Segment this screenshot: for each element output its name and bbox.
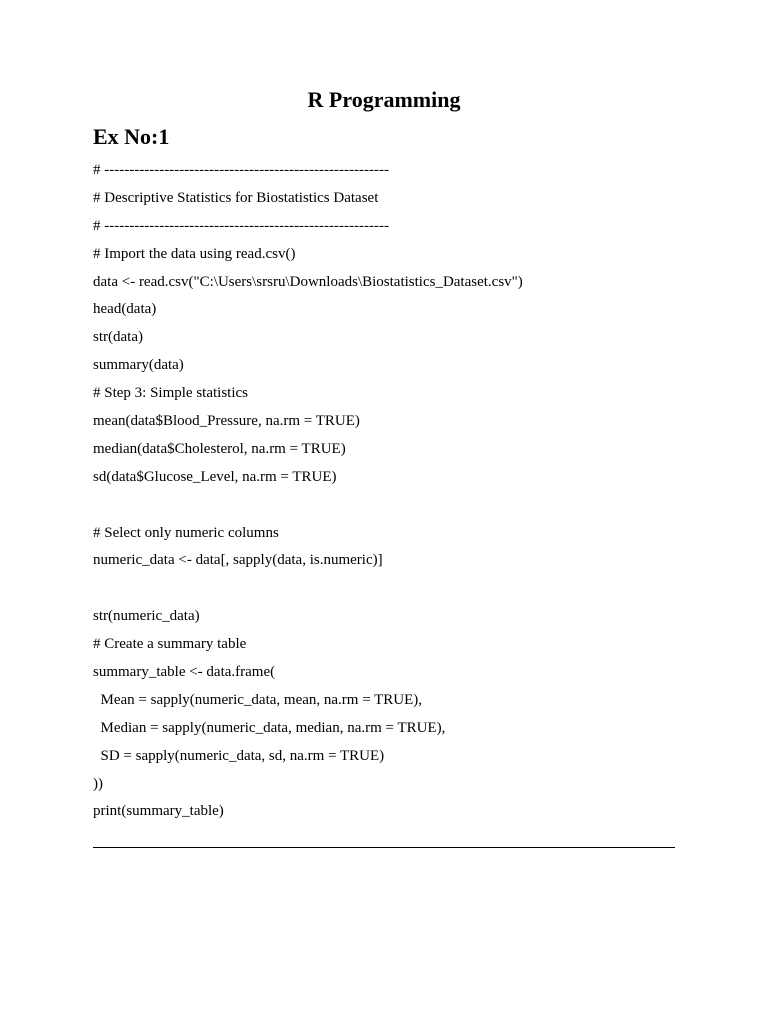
code-line: head(data) bbox=[93, 301, 157, 318]
code-line: )) bbox=[93, 775, 103, 792]
code-line: sd(data$Glucose_Level, na.rm = TRUE) bbox=[93, 468, 337, 485]
code-line: # Descriptive Statistics for Biostatistics Dataset bbox=[93, 189, 379, 206]
code-line: numeric_data <- data[, sapply(data, is.numeric)] bbox=[93, 552, 383, 569]
code-line: summary_table <- data.frame( bbox=[93, 664, 276, 681]
code-line: Mean = sapply(numeric_data, mean, na.rm = TRUE), bbox=[93, 691, 423, 708]
horizontal-rule bbox=[93, 847, 675, 848]
document-title: R Programming bbox=[307, 87, 461, 112]
code-line: # Import the data using read.csv() bbox=[93, 245, 296, 262]
code-line: print(summary_table) bbox=[93, 803, 224, 820]
code-line: # --------------------------------------------------------- bbox=[93, 217, 389, 234]
code-line: data <- read.csv("C:\Users\srsru\Downloads\Biostatistics_Dataset.csv") bbox=[93, 273, 523, 290]
code-block bbox=[93, 157, 693, 826]
code-line: SD = sapply(numeric_data, sd, na.rm = TRUE) bbox=[93, 747, 385, 764]
code-line bbox=[93, 575, 693, 603]
code-line: median(data$Cholesterol, na.rm = TRUE) bbox=[93, 440, 346, 457]
code-line: # Select only numeric columns bbox=[93, 524, 279, 541]
code-line: mean(data$Blood_Pressure, na.rm = TRUE) bbox=[93, 413, 360, 430]
code-line: Median = sapply(numeric_data, median, na.rm = TRUE), bbox=[93, 719, 446, 736]
code-line: summary(data) bbox=[93, 357, 184, 374]
code-line: # Create a summary table bbox=[93, 636, 247, 653]
code-line: # Step 3: Simple statistics bbox=[93, 385, 249, 402]
code-line: str(data) bbox=[93, 329, 143, 346]
exercise-heading: Ex No:1 bbox=[93, 124, 170, 149]
code-line: str(numeric_data) bbox=[93, 608, 200, 625]
code-line bbox=[93, 492, 693, 520]
code-line: # --------------------------------------------------------- bbox=[93, 162, 389, 178]
